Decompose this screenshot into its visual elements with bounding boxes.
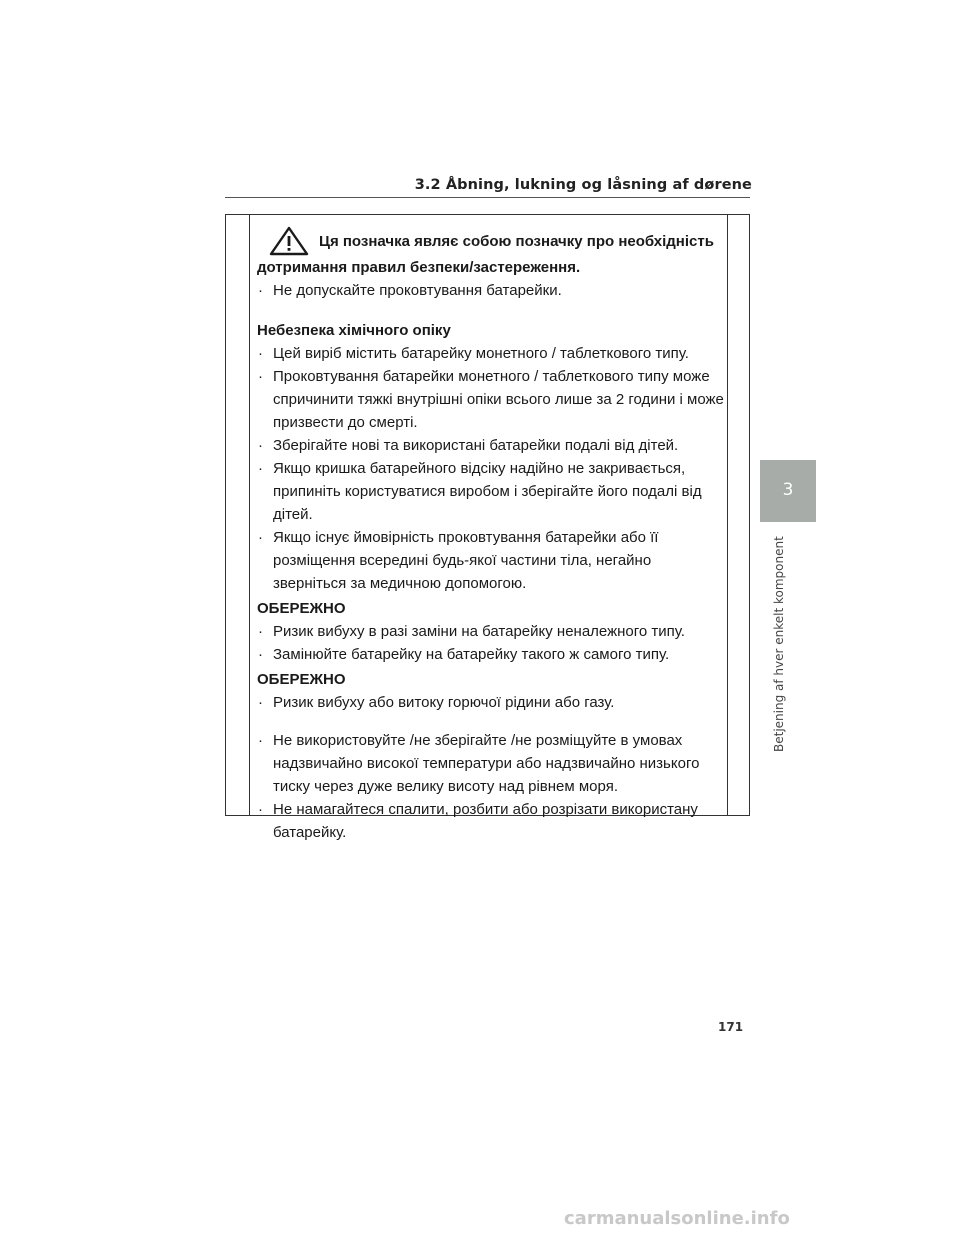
warning-sections — [257, 319, 727, 844]
list-item — [257, 365, 727, 434]
bullet-glyph: · — [258, 694, 263, 711]
bullet-glyph: · — [258, 801, 263, 818]
section-title: 3.2 Åbning, lukning og låsning af dørene — [414, 177, 752, 193]
list-item — [257, 434, 727, 457]
list-item — [257, 342, 727, 365]
bullet-glyph: · — [258, 368, 263, 385]
bullet-text: Ризик вибуху в разі заміни на батарейку неналежного типу. — [273, 623, 685, 640]
bullet-text: Не намагайтеся спалити, розбити або розрізати використану батарейку. — [273, 801, 698, 841]
bullet-glyph: · — [258, 460, 263, 477]
header-rule — [225, 197, 750, 198]
bullet-text: Ризик вибуху або витоку горючої рідини або газу. — [273, 694, 615, 711]
bullet-glyph: · — [258, 623, 263, 640]
chapter-label: Betjening af hver enkelt komponent — [772, 536, 786, 752]
bullet-text: Якщо кришка батарейного відсіку надійно не закривається, припиніть користуватися виробом і зберігайте його подалі від дітей. — [273, 460, 702, 523]
box-right-outer — [749, 214, 750, 816]
bullet-text: Зберігайте нові та використані батарейки подалі від дітей. — [273, 437, 679, 454]
box-left-inner — [249, 214, 250, 816]
chapter-tab — [760, 460, 816, 522]
list-item — [257, 279, 727, 302]
list-item — [257, 643, 727, 666]
list-item — [257, 691, 727, 714]
bullet-glyph: · — [258, 437, 263, 454]
warning-triangle-icon — [269, 226, 309, 256]
section-heading: Небезпека хімічного опіку — [257, 322, 451, 339]
warning-heading-line2: дотримання правил безпеки/застереження. — [257, 259, 581, 276]
bullet-text: Якщо існує ймовірність проковтування батарейки або її розміщення всередині будь-якої частини тіла, негайно зверніться за медичною допомогою. — [273, 529, 659, 592]
bullet-glyph: · — [258, 529, 263, 546]
list-item — [257, 526, 727, 595]
section-heading: ОБЕРЕЖНО — [257, 671, 346, 688]
list-item — [257, 729, 727, 798]
bullet-text: Цей виріб містить батарейку монетного / таблеткового типу. — [273, 345, 689, 362]
bullet-text: Не використовуйте /не зберігайте /не розміщуйте в умовах надзвичайно високої температури або надзвичайно низького тиску через дуже велику висоту над рівнем моря. — [273, 732, 700, 795]
warning-heading — [257, 226, 727, 279]
bullet-text: Не допускайте проковтування батарейки. — [273, 282, 562, 299]
list-item — [257, 620, 727, 643]
watermark-text: carmanualsonline.info — [564, 1208, 790, 1229]
box-right-inner — [727, 214, 728, 816]
bullet-text: Проковтування батарейки монетного / таблеткового типу може спричинити тяжкі внутрішні опіки всього лише за 2 години і може призвести до смерті. — [273, 368, 724, 431]
box-left-outer — [225, 214, 226, 816]
bullet-glyph: · — [258, 732, 263, 749]
list-item — [257, 457, 727, 526]
chapter-number: 3 — [782, 480, 794, 500]
box-top-border — [225, 214, 750, 215]
warning-heading-line1: Ця позначка являє собою позначку про необхідність — [319, 232, 714, 250]
bullet-glyph: · — [258, 345, 263, 362]
page-number: 171 — [718, 1020, 744, 1034]
bullet-glyph: · — [258, 646, 263, 663]
list-item — [257, 798, 727, 844]
warning-content — [257, 226, 727, 844]
bullet-glyph: · — [258, 282, 263, 299]
section-heading: ОБЕРЕЖНО — [257, 600, 346, 617]
bullet-text: Замінюйте батарейку на батарейку такого ж самого типу. — [273, 646, 670, 663]
